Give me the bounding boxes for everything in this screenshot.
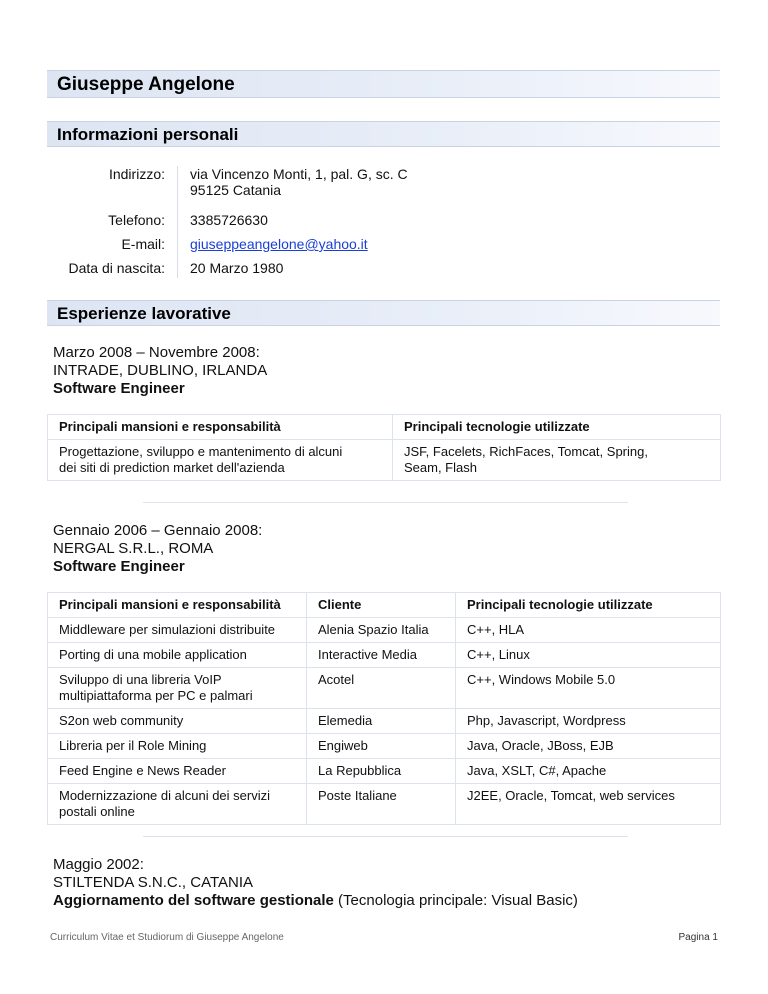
table-row	[48, 759, 721, 784]
job2-period: Gennaio 2006 – Gennaio 2008:	[53, 522, 263, 539]
table-row	[48, 440, 721, 481]
job2-role: Software Engineer	[53, 558, 185, 575]
email-cell	[178, 236, 408, 260]
task-cell: Middleware per simulazioni distribuite	[48, 618, 307, 643]
job1-role: Software Engineer	[53, 380, 185, 397]
table-header-cell: Principali mansioni e responsabilità	[48, 593, 307, 618]
task-cell: Libreria per il Role Mining	[48, 734, 307, 759]
client-cell: Engiweb	[307, 734, 456, 759]
job3-period: Maggio 2002:	[53, 856, 144, 873]
job2-table	[47, 592, 721, 825]
tech-cell: J2EE, Oracle, Tomcat, web services	[456, 784, 721, 825]
experience-section-title: Esperienze lavorative	[57, 304, 231, 323]
job2-company: NERGAL S.R.L., ROMA	[53, 540, 214, 557]
task-cell: S2on web community	[48, 709, 307, 734]
client-cell: Acotel	[307, 668, 456, 709]
table-row	[48, 643, 721, 668]
table-row	[48, 709, 721, 734]
tech-cell: C++, Linux	[456, 643, 721, 668]
tech-line: JSF, Facelets, RichFaces, Tomcat, Spring,	[404, 444, 648, 459]
job1-company: INTRADE, DUBLINO, IRLANDA	[53, 362, 268, 379]
address-line1: via Vincenzo Monti, 1, pal. G, sc. C	[190, 166, 408, 182]
tech-cell: C++, Windows Mobile 5.0	[456, 668, 721, 709]
job3-header	[53, 856, 578, 910]
job3-role: Aggiornamento del software gestionale	[53, 892, 334, 909]
task-cell: Porting di una mobile application	[48, 643, 307, 668]
table-row	[48, 668, 721, 709]
table-header-row	[48, 593, 721, 618]
table-header-cell: Cliente	[307, 593, 456, 618]
task-cell	[48, 668, 307, 709]
task-line: multipiattaforma per PC e palmari	[59, 688, 253, 703]
job1-duties	[48, 440, 393, 481]
tech-cell: Php, Javascript, Wordpress	[456, 709, 721, 734]
divider	[143, 502, 628, 503]
address-line2: 95125 Catania	[190, 182, 282, 198]
job1-header	[53, 344, 267, 398]
tech-cell: Java, Oracle, JBoss, EJB	[456, 734, 721, 759]
task-line: Sviluppo di una libreria VoIP	[59, 672, 222, 687]
divider	[143, 836, 628, 837]
table-header-cell: Principali tecnologie utilizzate	[456, 593, 721, 618]
tech-line: Seam, Flash	[404, 460, 477, 475]
experience-section-heading	[47, 300, 720, 326]
address-label: Indirizzo:	[47, 166, 178, 212]
table-row	[48, 734, 721, 759]
job1-period: Marzo 2008 – Novembre 2008:	[53, 344, 260, 361]
name-heading	[47, 70, 720, 98]
job2-header	[53, 522, 262, 576]
job1-tech	[393, 440, 721, 481]
task-line: postali online	[59, 804, 135, 819]
email-link[interactable]: giuseppeangelone@yahoo.it	[190, 236, 368, 252]
table-header-cell: Principali tecnologie utilizzate	[393, 415, 721, 440]
personal-section-heading	[47, 121, 720, 147]
duties-line: dei siti di prediction market dell'azienda	[59, 460, 285, 475]
job3-company: STILTENDA S.N.C., CATANIA	[53, 874, 254, 891]
tech-cell: C++, HLA	[456, 618, 721, 643]
phone-label: Telefono:	[47, 212, 178, 236]
table-header-cell: Principali mansioni e responsabilità	[48, 415, 393, 440]
client-cell: Poste Italiane	[307, 784, 456, 825]
personal-section-title: Informazioni personali	[57, 125, 239, 144]
name-text: Giuseppe Angelone	[57, 74, 235, 95]
personal-info-table	[47, 166, 408, 278]
job3-note: (Tecnologia principale: Visual Basic)	[333, 892, 578, 909]
client-cell: Alenia Spazio Italia	[307, 618, 456, 643]
birth-value: 20 Marzo 1980	[190, 260, 284, 276]
tech-cell: Java, XSLT, C#, Apache	[456, 759, 721, 784]
birth-label: Data di nascita:	[47, 260, 178, 278]
job1-table	[47, 414, 721, 481]
task-line: Modernizzazione di alcuni dei servizi	[59, 788, 270, 803]
address-value	[178, 166, 408, 212]
task-cell	[48, 784, 307, 825]
page-number: Pagina 1	[678, 932, 718, 943]
table-header-row	[48, 415, 721, 440]
client-cell: Elemedia	[307, 709, 456, 734]
email-label: E-mail:	[47, 236, 178, 260]
footer-title: Curriculum Vitae et Studiorum di Giuseppe Angelone	[50, 932, 284, 943]
table-row	[48, 618, 721, 643]
client-cell: Interactive Media	[307, 643, 456, 668]
client-cell: La Repubblica	[307, 759, 456, 784]
phone-value: 3385726630	[190, 212, 268, 228]
table-row	[48, 784, 721, 825]
duties-line: Progettazione, sviluppo e mantenimento di alcuni	[59, 444, 343, 459]
task-cell: Feed Engine e News Reader	[48, 759, 307, 784]
